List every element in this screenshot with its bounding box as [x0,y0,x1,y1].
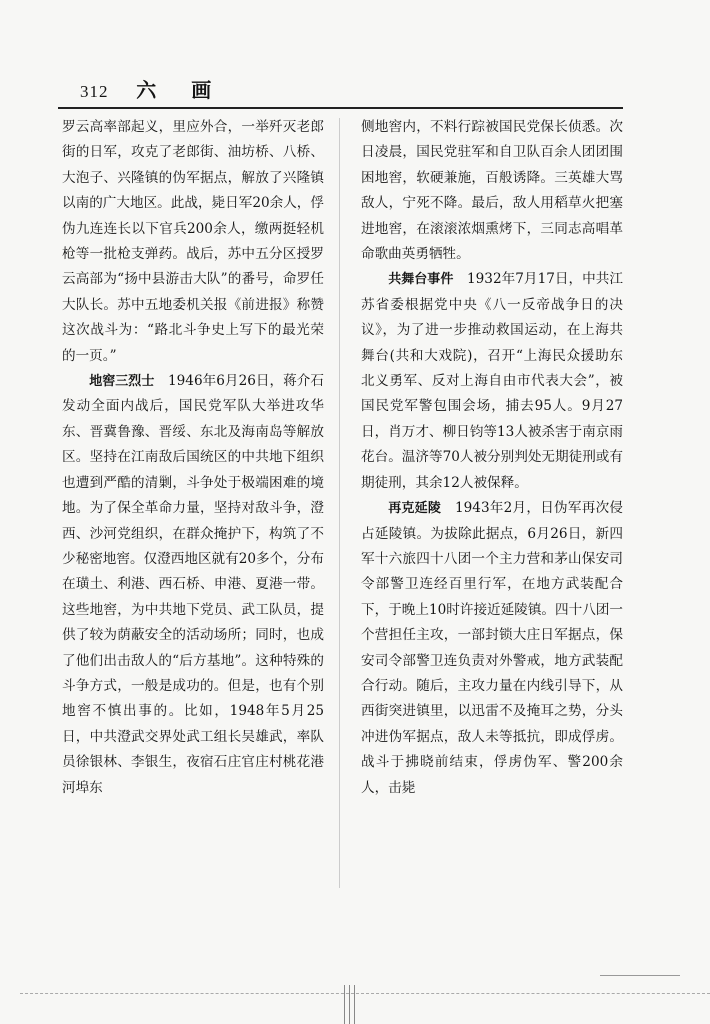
header-rule [58,107,623,109]
section-title: 六 画 [136,78,226,102]
page-header [80,74,225,103]
right-column [361,115,623,801]
scan-artifact-line [600,975,680,976]
entry-dijiao-sanlieshi [62,369,324,801]
left-column [62,115,324,801]
entry-term: 地窖三烈士 [89,374,155,390]
scan-artifact-dashed-line [20,993,710,995]
entry-term: 再克延陵 [388,501,442,517]
entry-body: 1932年7月17日，中共江苏省委根据党中央《八一反帝战争日的决议》，为了进一步推动救国运动，在上海共舞台(共和大戏院)，召开“上海民众援助东北义勇军、反对上海自由市代表大会”，被国民党军警包围会场，捕去95人。9月27日，肖万才、柳日钧等13人被杀害于南京雨花台。温济等70人被分别判处无期徒刑或有期徒刑，其余12人被保释。 [361,271,623,491]
binding-marks [342,985,358,1024]
entry-body: 1946年6月26日，蒋介石发动全面内战后，国民党军队大举进攻华东、晋冀鲁豫、晋绥、东北及海南岛等解放区。坚持在江南敌后国统区的中共地下组织也遭到严酷的清剿，斗争处于极端困难的境地。为了保全革命力量，坚持对敌斗争，澄西、沙河党组织，在群众掩护下，构筑了不少秘密地窖。仅澄西地区就有20多个，分布在璜土、利港、西石桥、申港、夏港一带。这些地窖，为中共地下党员、武工队员，提供了较为荫蔽安全的活动场所；同时，也成了他们出击敌人的“后方基地”。这种特殊的斗争方式，一般是成功的。但是，也有个别地窖不慎出事的。比如，1948年5月25日，中共澄武交界处武工组长吴雄武，率队员徐银林、李银生，夜宿石庄官庄村桃花港河埠东 [62,373,324,796]
entry-term: 共舞台事件 [388,272,454,288]
right-paragraph-continued: 侧地窖内，不料行踪被国民党保长侦悉。次日凌晨，国民党驻军和自卫队百余人团团围困地窖，软硬兼施，百般诱降。三英雄大骂敌人，宁死不降。最后，敌人用稻草火把塞进地窖，在滚滚浓烟熏烤下，三同志高唱革命歌曲英勇牺牲。 [361,119,623,263]
column-divider [339,118,340,888]
left-paragraph-continued: 罗云高率部起义，里应外合，一举歼灭老郎街的日军，攻克了老郎街、油坊桥、八桥、大泡子、兴隆镇的伪军据点，解放了兴隆镇以南的广大地区。此战，毙日军20余人，俘伪九连连长以下官兵200余人，缴两挺轻机枪等一批枪支弹药。战后，苏中五分区授罗云高部为“扬中县游击大队”的番号，命罗任大队长。苏中五地委机关报《前进报》称赞这次战斗为：“路北斗争史上写下的最光荣的一页。” [62,119,324,364]
entry-zaike-yanling [361,496,623,801]
page-number: 312 [80,82,109,101]
entry-body: 1943年2月，日伪军再次侵占延陵镇。为拔除此据点，6月26日，新四军十六旅四十八团一个主力营和茅山保安司令部警卫连经百里行军，在地方武装配合下，于晚上10时许接近延陵镇。四十八团一个营担任主攻，一部封锁大庄日军据点，保安司令部警卫连负责对外警戒，地方武装配合行动。随后，主攻力量在内线引导下，从西街突进镇里，以迅雷不及掩耳之势，分头冲进伪军据点，敌人未等抵抗，即成俘虏。战斗于拂晓前结束，俘虏伪军、警200余人，击毙 [361,500,623,796]
entry-gongwutai-shijian [361,267,623,496]
